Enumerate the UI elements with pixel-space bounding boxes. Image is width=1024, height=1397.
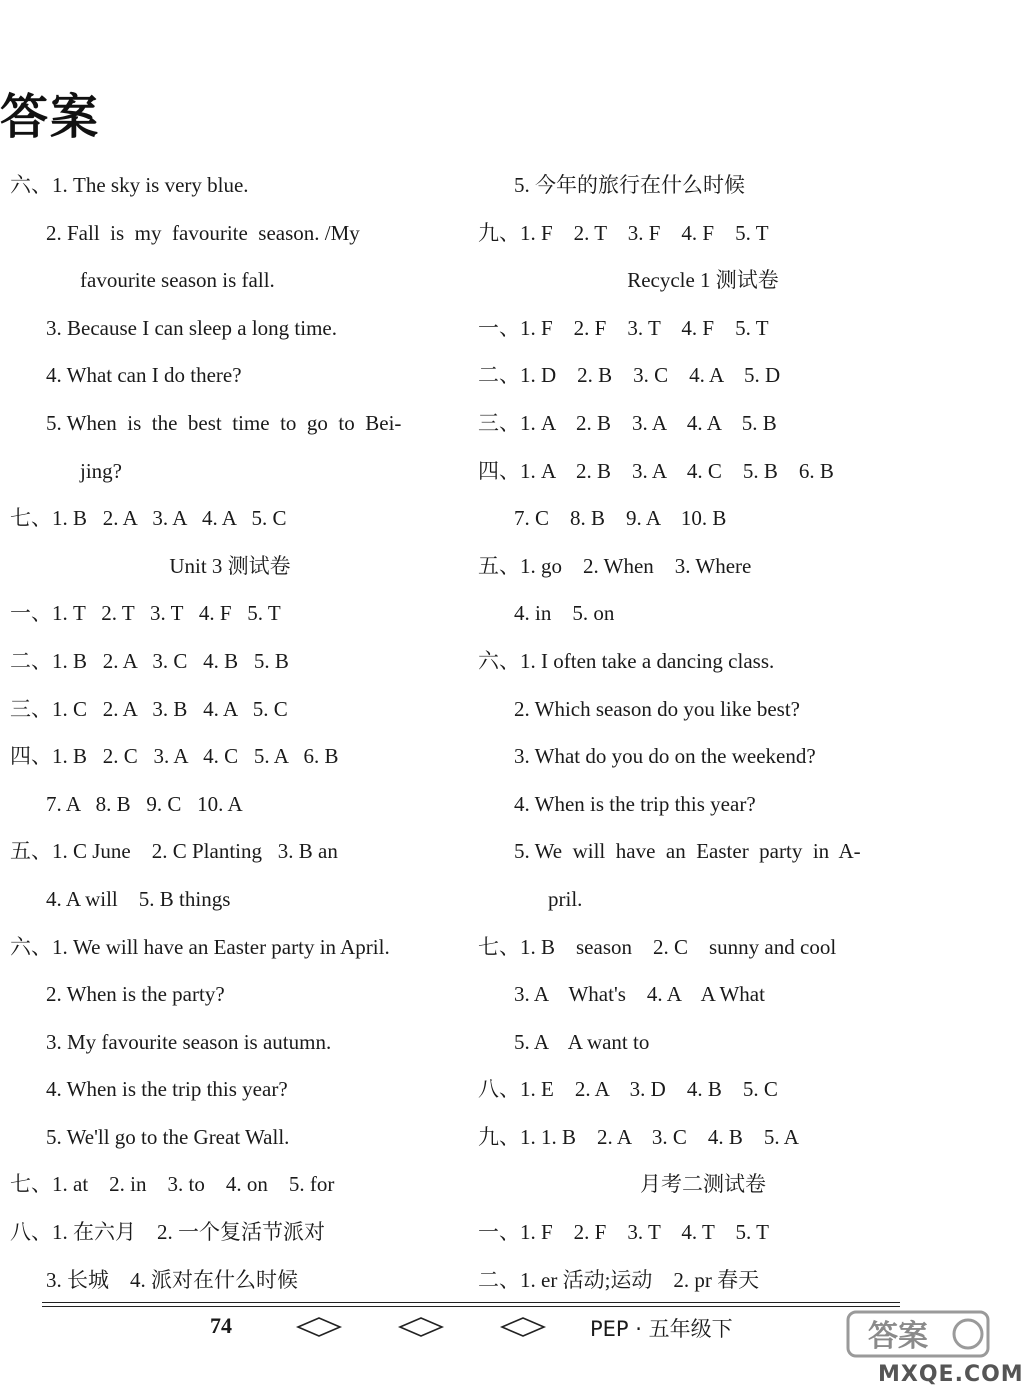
answer-line: 5. A A want to <box>514 1029 650 1054</box>
answer-line: 六、1. I often take a dancing class. <box>478 648 775 673</box>
answer-line: 六、1. We will have an Easter party in April. <box>10 934 390 959</box>
answer-line: 4. When is the trip this year? <box>514 791 756 816</box>
answer-line: 四、1. B 2. C 3. A 4. C 5. A 6. B <box>10 744 339 769</box>
section-heading: Recycle 1 测试卷 <box>627 268 779 293</box>
answer-line: 三、1. A 2. B 3. A 4. A 5. B <box>478 410 777 435</box>
footer-diamond-icon <box>296 1316 342 1338</box>
answer-line: 4. in 5. on <box>514 601 615 626</box>
answer-line: 4. What can I do there? <box>46 363 242 388</box>
page-number: 74 <box>210 1313 232 1338</box>
answer-line: 一、1. T 2. T 3. T 4. F 5. T <box>10 601 281 626</box>
answer-line: 二、1. D 2. B 3. C 4. A 5. D <box>478 363 781 388</box>
answer-line: 一、1. F 2. F 3. T 4. T 5. T <box>478 1220 769 1245</box>
answer-line: 4. When is the trip this year? <box>46 1077 288 1102</box>
answer-line: 7. C 8. B 9. A 10. B <box>514 506 727 531</box>
footer-diamond-icon <box>500 1316 546 1338</box>
answer-line: 3. Because I can sleep a long time. <box>46 315 337 340</box>
answer-line: 五、1. go 2. When 3. Where <box>478 553 752 578</box>
answer-line: 3. My favourite season is autumn. <box>46 1029 332 1054</box>
page-header-title: 答案 <box>0 89 101 145</box>
footer-diamond-icon <box>398 1316 444 1338</box>
left-answer-column <box>10 162 450 1304</box>
answer-line: 七、1. B 2. A 3. A 4. A 5. C <box>10 506 287 531</box>
section-heading: 月考二测试卷 <box>640 1172 766 1197</box>
answer-line: 3. 长城 4. 派对在什么时候 <box>46 1267 298 1292</box>
answer-line: 4. A will 5. B things <box>46 886 231 911</box>
answer-line: favourite season is fall. <box>80 268 275 293</box>
answer-line: 5. When is the best time to go to Bei- <box>46 410 402 435</box>
answer-line: 八、1. 在六月 2. 一个复活节派对 <box>10 1220 325 1245</box>
edition-label: PEP · 五年级下 <box>590 1317 733 1341</box>
footer-rule <box>42 1302 900 1307</box>
answer-line: 八、1. E 2. A 3. D 4. B 5. C <box>478 1077 778 1102</box>
answer-line: 5. 今年的旅行在什么时候 <box>514 173 745 197</box>
answer-line: 九、1. F 2. T 3. F 4. F 5. T <box>478 220 769 245</box>
answer-line: 2. Which season do you like best? <box>514 696 800 721</box>
answer-line: 三、1. C 2. A 3. B 4. A 5. C <box>10 696 288 721</box>
answer-line: 5. We'll go to the Great Wall. <box>46 1124 290 1149</box>
answer-line: 2. Fall is my favourite season. /My <box>46 220 360 245</box>
answer-line: 5. We will have an Easter party in A- <box>514 839 861 864</box>
answer-line: 2. When is the party? <box>46 982 225 1007</box>
answer-line: 九、1. 1. B 2. A 3. C 4. B 5. A <box>478 1124 799 1149</box>
section-heading: Unit 3 测试卷 <box>169 553 291 578</box>
answer-line: 二、1. er 活动;运动 2. pr 春天 <box>478 1267 760 1292</box>
answer-line: 七、1. B season 2. C sunny and cool <box>478 934 837 959</box>
answer-line: 一、1. F 2. F 3. T 4. F 5. T <box>478 315 769 340</box>
answer-line: 五、1. C June 2. C Planting 3. B an <box>10 839 338 864</box>
answer-line: jing? <box>80 458 122 483</box>
answer-line: 六、1. The sky is very blue. <box>10 173 249 197</box>
right-answer-column <box>478 162 928 1304</box>
answer-line: 3. A What's 4. A A What <box>514 982 765 1007</box>
watermark-site-text: MXQE.COM <box>878 1362 1024 1387</box>
answer-line: 3. What do you do on the weekend? <box>514 744 816 769</box>
answer-line: 七、1. at 2. in 3. to 4. on 5. for <box>10 1172 335 1197</box>
answer-line: 二、1. B 2. A 3. C 4. B 5. B <box>10 648 289 673</box>
svg-text:答案: 答案 <box>868 1319 928 1354</box>
answer-line: pril. <box>548 886 583 911</box>
answer-line: 四、1. A 2. B 3. A 4. C 5. B 6. B <box>478 458 834 483</box>
answer-line: 7. A 8. B 9. C 10. A <box>46 791 243 816</box>
